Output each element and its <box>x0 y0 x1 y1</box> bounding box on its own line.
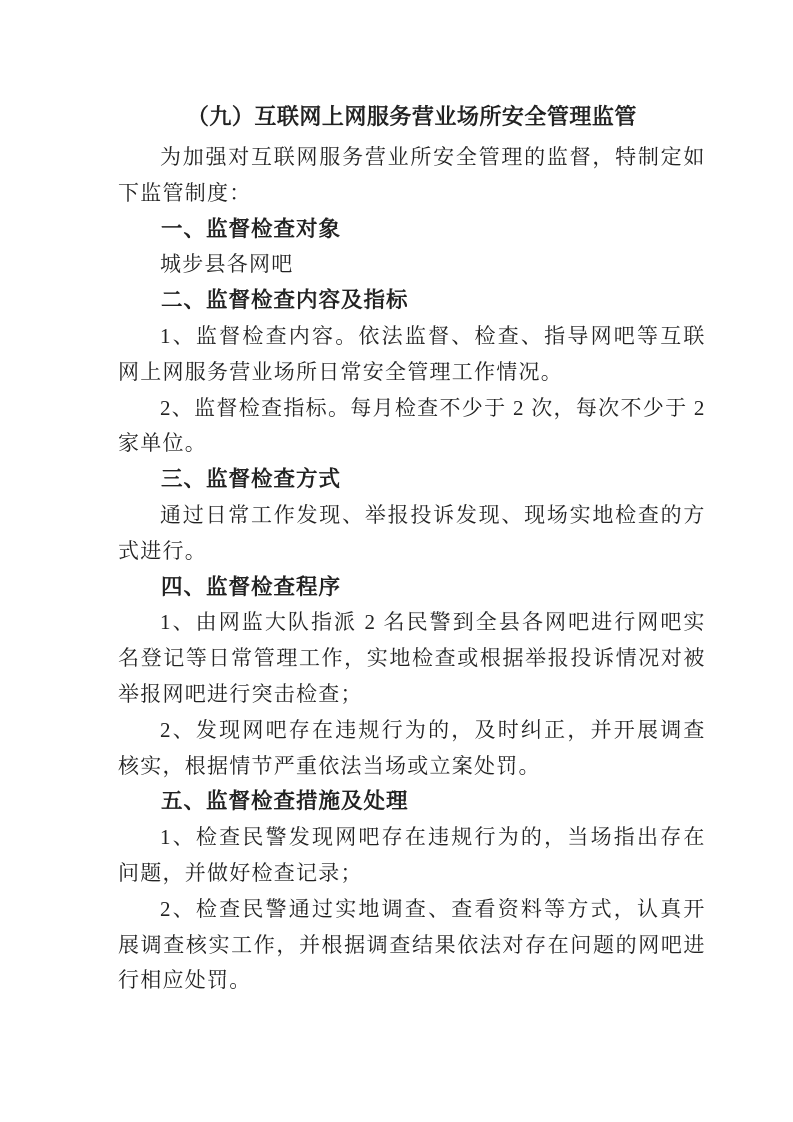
paragraph-targets: 城步县各网吧 <box>160 252 294 277</box>
section-heading-4: 四、监督检查程序 <box>161 574 342 599</box>
section-heading-1: 一、监督检查对象 <box>161 216 342 241</box>
paragraph-intro: 为加强对互联网服务营业所安全管理的监督，特制定如下监管制度： <box>118 145 706 205</box>
paragraph-content: 1、监督检查内容。依法监督、检查、指导网吧等互联网上网服务营业场所日常安全管理工作情况。 <box>118 323 706 384</box>
paragraph-procedure-2: 2、发现网吧存在违规行为的，及时纠正，并开展调查核实，根据情节严重依法当场或立案处罚。 <box>118 717 706 778</box>
document-title: （九）互联网上网服务营业场所安全管理监管 <box>186 104 637 129</box>
paragraph-indicator: 2、监督检查指标。每月检查不少于 2 次，每次不少于 2 家单位。 <box>118 395 706 456</box>
section-heading-3: 三、监督检查方式 <box>161 467 342 492</box>
paragraph-measure-2: 2、检查民警通过实地调查、查看资料等方式，认真开展调查核实工作，并根据调查结果依法对存在问题的网吧进行相应处罚。 <box>118 896 706 993</box>
paragraph-measure-1: 1、检查民警发现网吧存在违规行为的，当场指出存在问题，并做好检查记录； <box>118 825 706 885</box>
section-heading-2: 二、监督检查内容及指标 <box>161 288 409 313</box>
section-heading-5: 五、监督检查措施及处理 <box>161 789 409 814</box>
paragraph-method: 通过日常工作发现、举报投诉发现、现场实地检查的方式进行。 <box>118 502 706 563</box>
document-content <box>118 99 706 999</box>
paragraph-procedure-1: 1、由网监大队指派 2 名民警到全县各网吧进行网吧实名登记等日常管理工作，实地检查或根据举报投诉情况对被举报网吧进行突击检查； <box>118 610 706 706</box>
